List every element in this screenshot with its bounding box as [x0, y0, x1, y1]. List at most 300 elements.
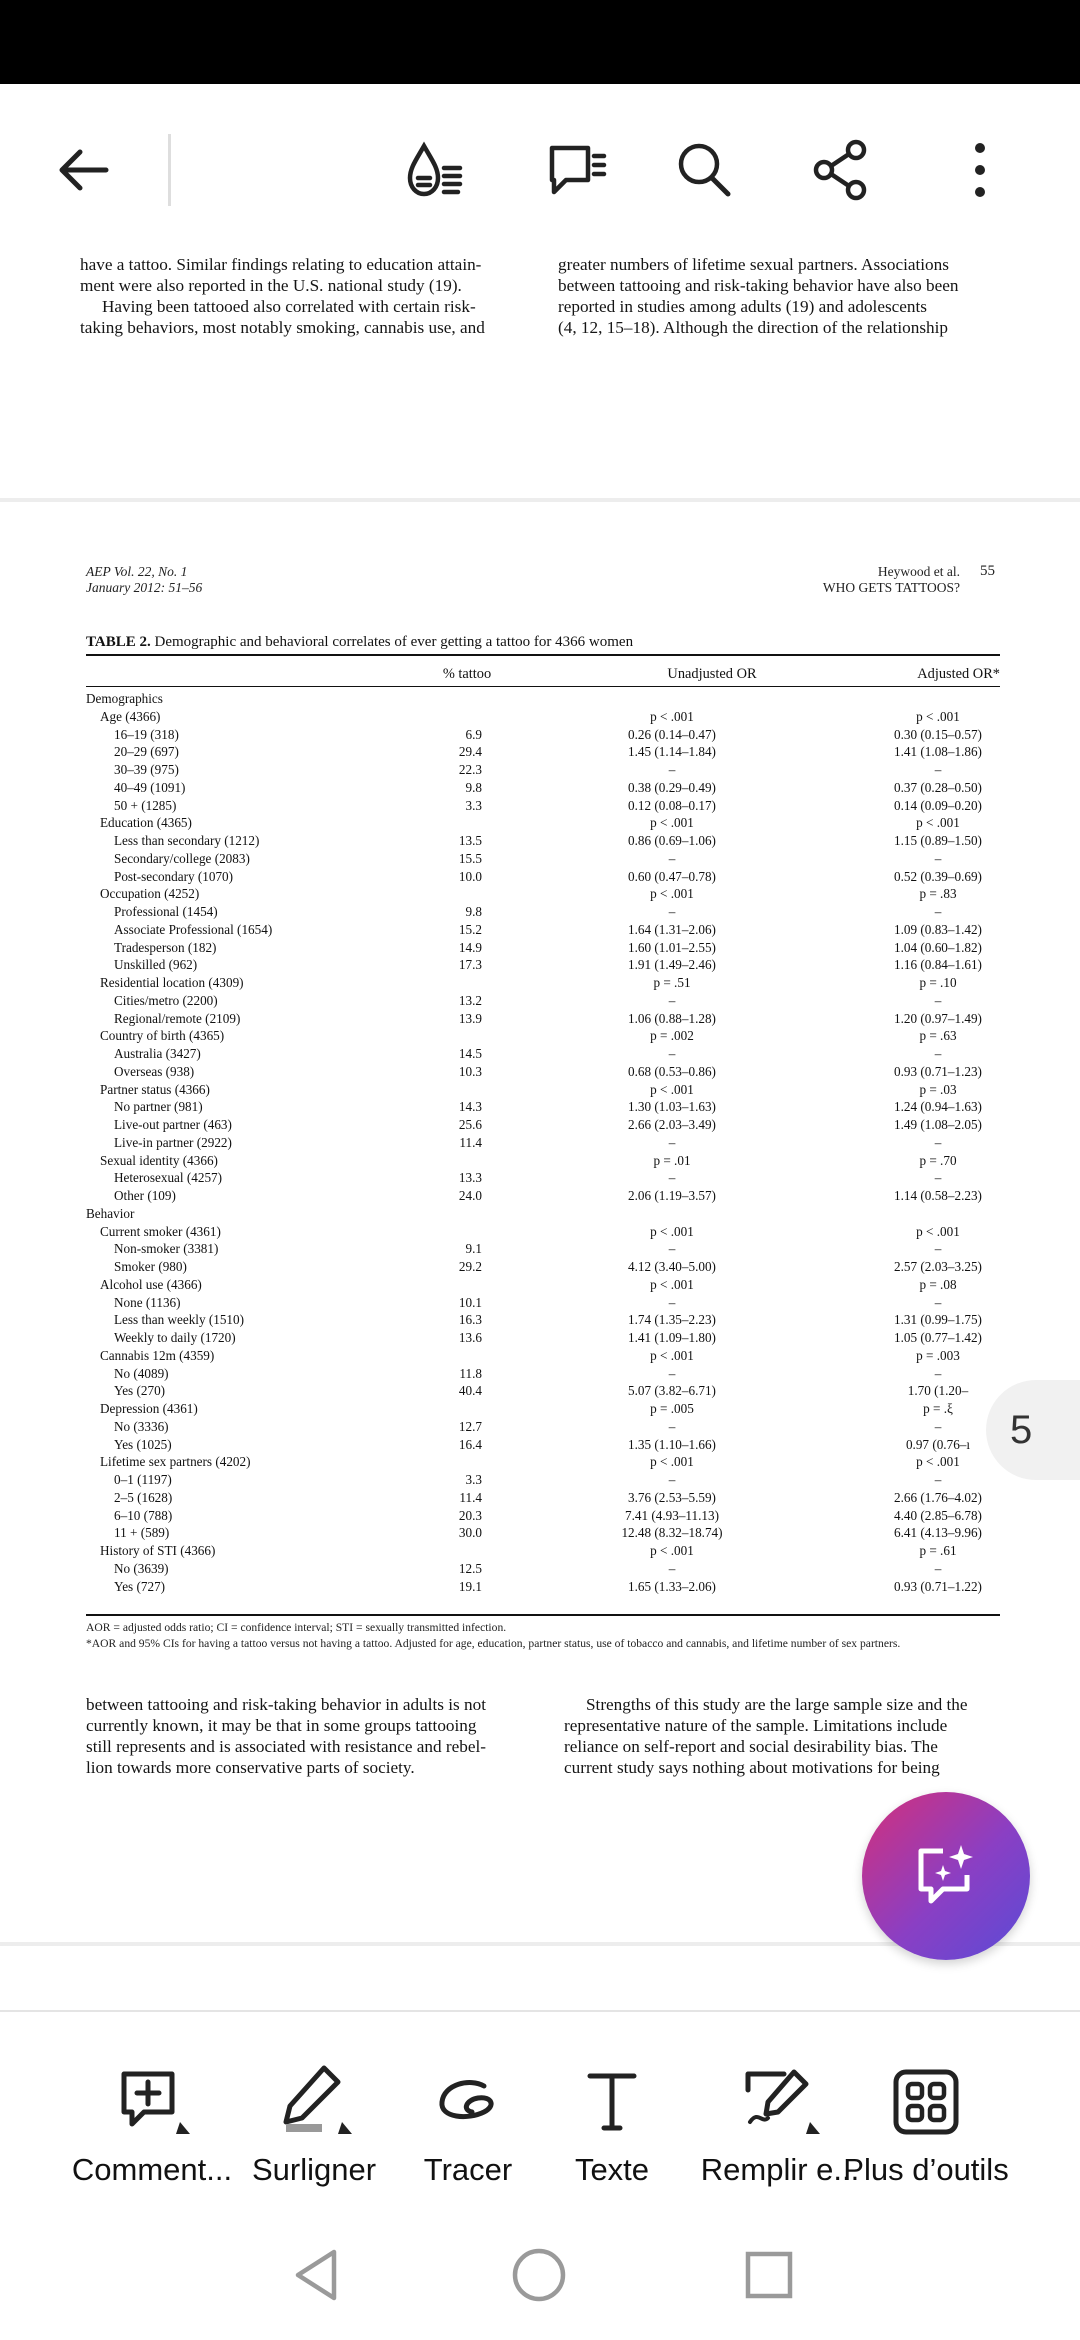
row-unadjusted-or: – — [668, 1418, 676, 1434]
row-adjusted-or: – — [934, 762, 942, 777]
table-row — [86, 1098, 1000, 1116]
tool-label: Comment... — [71, 2152, 233, 2187]
row-label: Tradesperson (182) — [114, 939, 217, 955]
table-row — [86, 1382, 1000, 1400]
journal-volume: AEP Vol. 22, No. 1 — [86, 564, 188, 579]
table-row — [86, 903, 1000, 921]
row-label: Live-out partner (463) — [114, 1117, 232, 1132]
table-row — [86, 1223, 1000, 1241]
row-adjusted-or: – — [934, 1418, 942, 1434]
row-label: Overseas (938) — [114, 1063, 195, 1079]
row-label: 11 + (589) — [114, 1525, 170, 1541]
draw-icon — [426, 2060, 510, 2144]
search-button[interactable] — [656, 122, 752, 218]
row-label: Live-in partner (2922) — [114, 1134, 232, 1150]
row-unadjusted-or: – — [668, 904, 676, 919]
table-row — [86, 832, 1000, 850]
running-head-left — [86, 564, 202, 596]
row-label: No (3639) — [114, 1560, 169, 1576]
table-bottom-rule — [86, 1614, 1000, 1616]
row-unadjusted-or: 12.48 (8.32–18.74) — [621, 1525, 723, 1541]
text-line: Having been tattooed also correlated with certain risk- — [102, 297, 476, 316]
tool-label: Surligner — [251, 2152, 377, 2187]
row-adjusted-or: – — [934, 1134, 942, 1150]
table-row — [86, 1063, 1000, 1081]
row-unadjusted-or: – — [668, 1170, 676, 1186]
row-tattoo-pct: 14.3 — [458, 1099, 482, 1115]
row-label: No (4089) — [114, 1365, 169, 1381]
row-label: Less than secondary (1212) — [114, 833, 260, 848]
col-header-tattoo: % tattoo — [442, 666, 492, 682]
table-row — [86, 850, 1000, 868]
row-unadjusted-or: 0.38 (0.29–0.49) — [628, 779, 716, 795]
row-unadjusted-or: 1.64 (1.31–2.06) — [628, 921, 716, 937]
row-unadjusted-or: – — [668, 1294, 676, 1310]
row-adjusted-or: 0.14 (0.09–0.20) — [894, 797, 982, 813]
row-unadjusted-or: 4.12 (3.40–5.00) — [628, 1259, 716, 1274]
journal-date: January 2012: 51–56 — [86, 580, 203, 595]
row-unadjusted-or: – — [668, 1241, 676, 1257]
table-row — [86, 1489, 1000, 1507]
row-label: 2–5 (1628) — [114, 1489, 173, 1505]
row-label: Less than weekly (1510) — [114, 1312, 245, 1328]
row-tattoo-pct: 19.1 — [458, 1578, 482, 1594]
row-adjusted-or: 1.15 (0.89–1.50) — [894, 833, 982, 848]
row-unadjusted-or: 1.74 (1.35–2.23) — [628, 1312, 716, 1328]
row-unadjusted-or: p < .001 — [650, 886, 694, 902]
fill-sign-icon — [738, 2060, 822, 2144]
row-tattoo-pct: 9.1 — [465, 1241, 482, 1257]
row-adjusted-or: 4.40 (2.85–6.78) — [894, 1507, 982, 1523]
page-indicator[interactable]: 5 — [986, 1380, 1080, 1480]
row-adjusted-or: 0.52 (0.39–0.69) — [894, 868, 982, 884]
row-adjusted-or: 6.41 (4.13–9.96) — [894, 1525, 982, 1541]
table-row — [86, 992, 1000, 1010]
table-footnote-abbrev: AOR = adjusted odds ratio; CI = confidence interval; STI = sexually transmitted infection. — [86, 1621, 507, 1634]
prev-page-left-column — [80, 254, 516, 338]
row-tattoo-pct: 15.2 — [458, 921, 482, 937]
row-adjusted-or: 1.14 (0.58–2.23) — [894, 1188, 982, 1203]
row-tattoo-pct: 11.4 — [459, 1134, 482, 1150]
row-label: 6–10 (788) — [114, 1507, 173, 1523]
table-row — [86, 1578, 1000, 1596]
row-adjusted-or: p = .83 — [919, 886, 957, 902]
table-row — [86, 726, 1000, 744]
row-tattoo-pct: 40.4 — [458, 1383, 482, 1399]
table-header-rule — [86, 686, 1000, 687]
row-tattoo-pct: 29.4 — [458, 744, 482, 760]
table-body — [86, 690, 1000, 1595]
row-unadjusted-or: – — [668, 1365, 676, 1381]
page-left-column — [86, 1694, 522, 1778]
row-unadjusted-or: 1.30 (1.03–1.63) — [628, 1099, 716, 1115]
row-unadjusted-or: p < .001 — [650, 1543, 694, 1558]
search-icon — [668, 134, 740, 206]
row-adjusted-or: – — [934, 1472, 942, 1487]
row-tattoo-pct: 16.3 — [458, 1312, 482, 1328]
row-unadjusted-or: p = .51 — [653, 975, 691, 990]
row-label: Depression (4361) — [100, 1401, 198, 1416]
row-adjusted-or: p = .63 — [919, 1028, 957, 1044]
row-adjusted-or: – — [934, 1241, 942, 1257]
row-adjusted-or: p = .61 — [919, 1543, 957, 1558]
row-label: Cities/metro (2200) — [114, 992, 218, 1008]
row-tattoo-pct: 24.0 — [458, 1188, 482, 1203]
system-nav-bar — [0, 2210, 1080, 2340]
row-tattoo-pct: 30.0 — [458, 1525, 482, 1541]
row-adjusted-or: 1.70 (1.20– — [907, 1383, 969, 1399]
reading-mode-button[interactable] — [386, 122, 482, 218]
row-unadjusted-or: 0.68 (0.53–0.86) — [628, 1063, 716, 1079]
row-label: Sexual identity (4366) — [100, 1152, 218, 1168]
row-tattoo-pct: 15.5 — [458, 850, 482, 866]
row-unadjusted-or: p < .001 — [650, 1347, 694, 1363]
row-unadjusted-or: p < .001 — [650, 815, 694, 831]
row-tattoo-pct: 13.9 — [458, 1010, 482, 1026]
page-number: 55 — [980, 563, 995, 579]
table-row — [86, 921, 1000, 939]
row-unadjusted-or: – — [668, 1046, 676, 1061]
row-tattoo-pct: 9.8 — [465, 904, 482, 919]
row-unadjusted-or: – — [668, 1134, 676, 1150]
row-unadjusted-or: 1.41 (1.09–1.80) — [628, 1330, 716, 1345]
row-label: Current smoker (4361) — [100, 1223, 221, 1239]
row-label: 0–1 (1197) — [114, 1472, 172, 1487]
row-adjusted-or: p = .003 — [916, 1347, 960, 1363]
table-row — [86, 1436, 1000, 1454]
text-line: between tattooing and risk-taking behavior in adults is not — [86, 1695, 487, 1714]
row-adjusted-or: – — [934, 1046, 942, 1061]
row-label: Other (109) — [114, 1188, 176, 1203]
recents-square-icon[interactable] — [734, 2240, 804, 2310]
row-tattoo-pct: 10.1 — [458, 1294, 482, 1310]
row-label: Residential location (4309) — [100, 975, 244, 990]
share-button[interactable] — [794, 122, 890, 218]
row-adjusted-or: p < .001 — [916, 708, 960, 724]
table-row — [86, 1258, 1000, 1276]
row-label: Alcohol use (4366) — [100, 1276, 202, 1292]
text-line: lion towards more conservative parts of society. — [86, 1758, 415, 1777]
table-row — [86, 1152, 1000, 1170]
row-tattoo-pct: 20.3 — [458, 1507, 482, 1523]
row-unadjusted-or: 0.26 (0.14–0.47) — [628, 726, 716, 742]
highlighter-icon — [272, 2060, 356, 2144]
text-line: (4, 12, 15–18). Although the direction of the relationship — [558, 318, 948, 337]
table-row — [86, 761, 1000, 779]
row-label: Professional (1454) — [114, 904, 218, 919]
row-adjusted-or: 2.66 (1.76–4.02) — [894, 1489, 982, 1505]
row-label: Cannabis 12m (4359) — [100, 1347, 215, 1363]
row-adjusted-or: – — [934, 1560, 942, 1576]
row-adjusted-or: – — [934, 904, 942, 919]
row-tattoo-pct: 13.6 — [458, 1330, 482, 1345]
row-adjusted-or: p < .001 — [916, 1223, 960, 1239]
row-label: 16–19 (318) — [114, 726, 179, 742]
row-label: History of STI (4366) — [100, 1543, 216, 1558]
row-unadjusted-or: p < .001 — [650, 1276, 694, 1292]
row-label: 20–29 (697) — [114, 744, 179, 760]
row-label: Weekly to daily (1720) — [114, 1330, 236, 1345]
row-adjusted-or: – — [934, 1170, 942, 1186]
table-row — [86, 1081, 1000, 1099]
row-unadjusted-or: p < .001 — [650, 1081, 694, 1097]
row-adjusted-or: – — [934, 850, 942, 866]
row-label: 40–49 (1091) — [114, 779, 186, 795]
table-row — [86, 885, 1000, 903]
row-unadjusted-or: 0.86 (0.69–1.06) — [628, 833, 716, 848]
text-line: have a tattoo. Similar findings relating to education attain- — [80, 255, 482, 274]
row-label: Non-smoker (3381) — [114, 1241, 219, 1257]
row-adjusted-or: 0.93 (0.71–1.22) — [894, 1578, 982, 1594]
text-line: taking behaviors, most notably smoking, cannabis use, and — [80, 318, 485, 337]
row-tattoo-pct: 3.3 — [465, 1472, 482, 1487]
row-label: Country of birth (4365) — [100, 1028, 225, 1044]
row-adjusted-or: 0.93 (0.71–1.23) — [894, 1063, 982, 1079]
comments-list-icon — [540, 134, 612, 206]
row-tattoo-pct: 14.9 — [458, 939, 482, 955]
tool-more[interactable] — [838, 2012, 1014, 2212]
toolbar-divider — [168, 134, 171, 206]
text-line: reported in studies among adults (19) and adolescents — [558, 297, 927, 316]
row-tattoo-pct: 16.4 — [458, 1436, 482, 1452]
tool-comment[interactable] — [64, 2012, 240, 2212]
table-row — [86, 1560, 1000, 1578]
row-adjusted-or: 1.41 (1.08–1.86) — [894, 744, 982, 760]
row-label: Secondary/college (2083) — [114, 850, 250, 866]
row-unadjusted-or: 0.60 (0.47–0.78) — [628, 868, 716, 884]
row-adjusted-or: 2.57 (2.03–3.25) — [894, 1259, 982, 1274]
row-unadjusted-or: – — [668, 762, 676, 777]
row-adjusted-or: – — [934, 1365, 942, 1381]
row-adjusted-or: 1.09 (0.83–1.42) — [894, 921, 982, 937]
home-circle-icon[interactable] — [504, 2240, 574, 2310]
row-tattoo-pct: 12.7 — [458, 1418, 482, 1434]
more-tools-icon — [884, 2060, 968, 2144]
row-label: Yes (270) — [114, 1383, 166, 1399]
row-tattoo-pct: 13.5 — [458, 833, 482, 848]
row-unadjusted-or: p = .01 — [653, 1152, 691, 1168]
row-label: Lifetime sex partners (4202) — [100, 1454, 251, 1470]
row-adjusted-or: – — [934, 1294, 942, 1310]
table-row — [86, 743, 1000, 761]
table-row — [86, 1276, 1000, 1294]
row-unadjusted-or: 1.45 (1.14–1.84) — [628, 744, 716, 760]
row-adjusted-or: p = .10 — [919, 975, 957, 990]
col-header-unadjusted: Unadjusted OR — [667, 666, 757, 682]
row-unadjusted-or: 1.91 (1.49–2.46) — [628, 957, 716, 973]
row-adjusted-or: 0.37 (0.28–0.50) — [894, 779, 982, 795]
row-tattoo-pct: 6.9 — [465, 726, 482, 742]
back-button[interactable] — [36, 122, 132, 218]
table-row — [86, 956, 1000, 974]
col-header-adjusted: Adjusted OR* — [917, 666, 1000, 682]
row-unadjusted-or: 1.06 (0.88–1.28) — [628, 1010, 716, 1026]
table-row — [86, 1010, 1000, 1028]
row-unadjusted-or: 2.66 (2.03–3.49) — [628, 1117, 716, 1132]
row-tattoo-pct: 13.3 — [458, 1170, 482, 1186]
table-row — [86, 1027, 1000, 1045]
ai-assistant-button[interactable] — [862, 1792, 1030, 1960]
table-row — [86, 1045, 1000, 1063]
table-row — [86, 1418, 1000, 1436]
row-adjusted-or: 0.30 (0.15–0.57) — [894, 726, 982, 742]
row-label: Behavior — [86, 1205, 135, 1221]
row-adjusted-or: p = .03 — [919, 1081, 957, 1097]
row-tattoo-pct: 13.2 — [458, 992, 482, 1008]
tool-label: Tracer — [423, 2152, 513, 2187]
share-icon — [806, 134, 878, 206]
table-row — [86, 1187, 1000, 1205]
row-tattoo-pct: 17.3 — [458, 957, 482, 973]
table-row — [86, 690, 1000, 708]
row-adjusted-or: p = .ξ — [923, 1401, 953, 1416]
table-row — [86, 1329, 1000, 1347]
prev-page-right-column — [558, 254, 994, 338]
table-row — [86, 814, 1000, 832]
table-row — [86, 1294, 1000, 1312]
row-label: Partner status (4366) — [100, 1081, 210, 1097]
row-label: Yes (1025) — [114, 1436, 172, 1452]
row-unadjusted-or: 2.06 (1.19–3.57) — [628, 1188, 716, 1203]
more-vertical-icon — [944, 134, 1016, 206]
row-tattoo-pct: 22.3 — [458, 762, 482, 777]
row-label: Associate Professional (1654) — [114, 921, 273, 937]
table-row — [86, 1311, 1000, 1329]
table-row — [86, 1524, 1000, 1542]
row-label: Yes (727) — [114, 1578, 166, 1594]
table-row — [86, 974, 1000, 992]
row-label: No partner (981) — [114, 1099, 203, 1115]
text-line: reliance on self-report and social desirability bias. The — [564, 1737, 938, 1756]
table-label: TABLE 2. — [86, 634, 151, 650]
page-right-column — [564, 1694, 1000, 1778]
table-row — [86, 1116, 1000, 1134]
row-label: 50 + (1285) — [114, 797, 177, 813]
authors: Heywood et al. — [877, 564, 960, 579]
text-icon — [570, 2060, 654, 2144]
table-row — [86, 797, 1000, 815]
row-tattoo-pct: 29.2 — [458, 1259, 482, 1274]
table-row — [86, 779, 1000, 797]
row-label: Australia (3427) — [114, 1046, 201, 1061]
row-tattoo-pct: 10.3 — [458, 1063, 482, 1079]
row-tattoo-pct: 11.4 — [459, 1489, 482, 1505]
row-label: Regional/remote (2109) — [114, 1010, 241, 1026]
table-row — [86, 1542, 1000, 1560]
tool-text[interactable] — [524, 2012, 700, 2212]
row-label: No (3336) — [114, 1418, 169, 1434]
row-tattoo-pct: 10.0 — [458, 868, 482, 884]
back-triangle-icon[interactable] — [282, 2240, 352, 2310]
add-comment-icon — [110, 2060, 194, 2144]
row-tattoo-pct: 9.8 — [465, 779, 482, 795]
row-label: None (1136) — [114, 1294, 181, 1310]
table-row — [86, 1347, 1000, 1365]
short-title: WHO GETS TATTOOS? — [822, 580, 960, 595]
tool-label: Texte — [574, 2152, 650, 2187]
row-unadjusted-or: – — [668, 992, 676, 1008]
row-adjusted-or: 1.16 (0.84–1.61) — [894, 957, 982, 973]
row-adjusted-or: p = .08 — [919, 1276, 957, 1292]
table-footnote-aor: *AOR and 95% CIs for having a tattoo versus not having a tattoo. Adjusted for age, education, partner status, use of tobacco and cannabis, and lifetime number of sex partners. — [86, 1637, 901, 1650]
row-label: Smoker (980) — [114, 1259, 187, 1274]
row-tattoo-pct: 14.5 — [458, 1046, 482, 1061]
running-head-right — [760, 564, 960, 596]
row-label: Heterosexual (4257) — [114, 1170, 223, 1186]
row-adjusted-or: 1.04 (0.60–1.82) — [894, 939, 982, 955]
row-adjusted-or: p < .001 — [916, 815, 960, 831]
document-page-prev — [0, 254, 1080, 498]
text-line: representative nature of the sample. Limitations include — [564, 1716, 948, 1735]
row-adjusted-or: 1.20 (0.97–1.49) — [894, 1010, 982, 1026]
row-unadjusted-or: 7.41 (4.93–11.13) — [624, 1507, 719, 1523]
bottom-toolbar — [0, 2010, 1080, 2210]
top-toolbar — [0, 84, 1080, 254]
comments-list-button[interactable] — [528, 122, 624, 218]
row-unadjusted-or: p < .001 — [650, 1223, 694, 1239]
row-tattoo-pct: 11.8 — [459, 1365, 482, 1381]
table-row — [86, 1365, 1000, 1383]
more-options-button[interactable] — [932, 122, 1028, 218]
table-row — [86, 1400, 1000, 1418]
row-adjusted-or: – — [934, 992, 942, 1008]
row-adjusted-or: 0.97 (0.76–ı — [905, 1436, 971, 1452]
row-label: Education (4365) — [100, 815, 192, 831]
row-adjusted-or: 1.31 (0.99–1.75) — [894, 1312, 982, 1328]
row-unadjusted-or: 0.12 (0.08–0.17) — [628, 797, 716, 813]
status-bar — [0, 0, 1080, 84]
row-adjusted-or: p = .70 — [919, 1152, 957, 1168]
row-unadjusted-or: – — [668, 1472, 676, 1487]
row-adjusted-or: 1.05 (0.77–1.42) — [894, 1330, 982, 1345]
text-line: still represents and is associated with resistance and rebel- — [86, 1737, 486, 1756]
table-caption — [86, 634, 633, 651]
row-unadjusted-or: p = .005 — [650, 1401, 694, 1416]
row-unadjusted-or: – — [668, 850, 676, 866]
row-label: Post-secondary (1070) — [114, 868, 234, 884]
tool-label: Remplir e... — [700, 2152, 860, 2187]
table-row — [86, 1453, 1000, 1471]
table-row — [86, 708, 1000, 726]
row-label: Occupation (4252) — [100, 886, 200, 902]
row-adjusted-or: 1.24 (0.94–1.63) — [894, 1099, 982, 1115]
row-unadjusted-or: – — [668, 1560, 676, 1576]
row-unadjusted-or: 1.35 (1.10–1.66) — [628, 1436, 716, 1452]
row-unadjusted-or: 1.65 (1.33–2.06) — [628, 1578, 716, 1594]
table-row — [86, 939, 1000, 957]
table-row — [86, 1134, 1000, 1152]
row-label: 30–39 (975) — [114, 762, 179, 777]
table-row — [86, 1205, 1000, 1223]
row-adjusted-or: p < .001 — [916, 1454, 960, 1470]
row-tattoo-pct: 25.6 — [458, 1117, 482, 1132]
text-line: between tattooing and risk-taking behavior have also been — [558, 276, 959, 295]
row-tattoo-pct: 3.3 — [465, 797, 482, 813]
table-top-rule — [86, 654, 1000, 656]
text-line: currently known, it may be that in some groups tattooing — [86, 1716, 477, 1735]
table-caption-text: Demographic and behavioral correlates of ever getting a tattoo for 4366 women — [154, 634, 634, 650]
row-label: Age (4366) — [100, 708, 161, 724]
row-label: Unskilled (962) — [114, 957, 198, 973]
row-label: Demographics — [86, 691, 163, 706]
text-line: ment were also reported in the U.S. national study (19). — [80, 276, 462, 295]
row-adjusted-or: 1.49 (1.08–2.05) — [894, 1117, 982, 1132]
table-row — [86, 1471, 1000, 1489]
reading-mode-icon — [398, 134, 470, 206]
tool-label: Plus d’outils — [843, 2152, 1009, 2187]
table-row — [86, 1240, 1000, 1258]
table-row — [86, 1169, 1000, 1187]
